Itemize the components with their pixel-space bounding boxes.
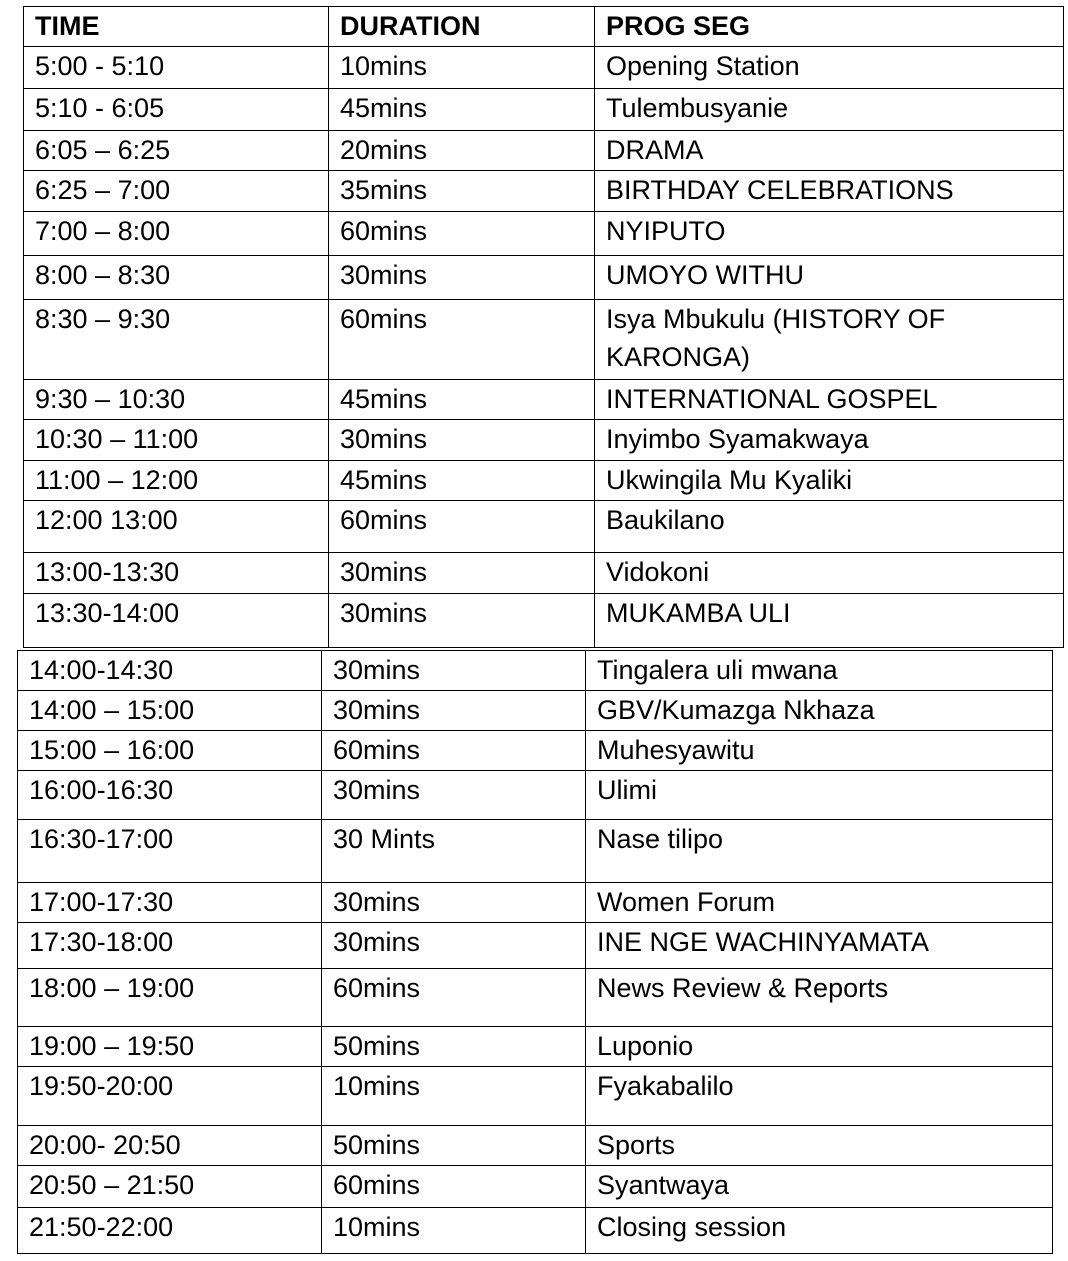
time-cell: 6:05 – 6:25 bbox=[24, 131, 329, 171]
segment-cell: Tingalera uli mwana bbox=[586, 651, 1053, 691]
time-cell: 7:00 – 8:00 bbox=[24, 212, 329, 256]
time-cell: 17:30-18:00 bbox=[18, 923, 322, 969]
segment-cell: Opening Station bbox=[595, 47, 1064, 89]
table-row bbox=[18, 731, 1053, 771]
table-row bbox=[18, 1067, 1053, 1126]
segment-cell: Women Forum bbox=[586, 883, 1053, 923]
table-row bbox=[18, 651, 1053, 691]
time-cell: 8:00 – 8:30 bbox=[24, 256, 329, 300]
duration-cell: 50mins bbox=[322, 1126, 586, 1166]
table-row bbox=[18, 1126, 1053, 1166]
duration-cell: 10mins bbox=[322, 1067, 586, 1126]
schedule-table-morning bbox=[23, 6, 1064, 648]
segment-cell: Sports bbox=[586, 1126, 1053, 1166]
segment-cell: Tulembusyanie bbox=[595, 89, 1064, 131]
segment-cell: Baukilano bbox=[595, 501, 1064, 553]
duration-cell: 20mins bbox=[329, 131, 595, 171]
segment-cell: Isya Mbukulu (HISTORY OF KARONGA) bbox=[595, 300, 1064, 380]
segment-cell: Inyimbo Syamakwaya bbox=[595, 420, 1064, 461]
duration-cell: 60mins bbox=[322, 969, 586, 1027]
duration-cell: 10mins bbox=[329, 47, 595, 89]
table-row bbox=[18, 1208, 1053, 1254]
segment-cell: Luponio bbox=[586, 1027, 1053, 1067]
table-row bbox=[18, 883, 1053, 923]
duration-cell: 45mins bbox=[329, 89, 595, 131]
time-cell: 20:00- 20:50 bbox=[18, 1126, 322, 1166]
segment-cell: Vidokoni bbox=[595, 553, 1064, 594]
table-row bbox=[18, 1166, 1053, 1208]
time-cell: 14:00-14:30 bbox=[18, 651, 322, 691]
table-row bbox=[24, 420, 1064, 461]
table-row bbox=[24, 461, 1064, 501]
duration-cell: 30mins bbox=[322, 883, 586, 923]
time-cell: 18:00 – 19:00 bbox=[18, 969, 322, 1027]
time-cell: 11:00 – 12:00 bbox=[24, 461, 329, 501]
segment-cell: Syantwaya bbox=[586, 1166, 1053, 1208]
schedule-table-afternoon bbox=[17, 650, 1053, 1254]
header-time: TIME bbox=[24, 7, 329, 47]
table-row bbox=[24, 212, 1064, 256]
duration-cell: 30mins bbox=[322, 923, 586, 969]
duration-cell: 30mins bbox=[322, 651, 586, 691]
time-cell: 6:25 – 7:00 bbox=[24, 171, 329, 212]
table-row bbox=[24, 501, 1064, 553]
duration-cell: 10mins bbox=[322, 1208, 586, 1254]
segment-cell: Ukwingila Mu Kyaliki bbox=[595, 461, 1064, 501]
segment-cell: INE NGE WACHINYAMATA bbox=[586, 923, 1053, 969]
table-row bbox=[24, 171, 1064, 212]
duration-cell: 30mins bbox=[322, 771, 586, 820]
segment-cell: MUKAMBA ULI bbox=[595, 594, 1064, 648]
duration-cell: 35mins bbox=[329, 171, 595, 212]
duration-cell: 60mins bbox=[329, 300, 595, 380]
segment-cell: GBV/Kumazga Nkhaza bbox=[586, 691, 1053, 731]
table-row bbox=[24, 300, 1064, 380]
duration-cell: 45mins bbox=[329, 461, 595, 501]
time-cell: 9:30 – 10:30 bbox=[24, 380, 329, 420]
table-row bbox=[18, 691, 1053, 731]
segment-cell: News Review & Reports bbox=[586, 969, 1053, 1027]
table-row bbox=[24, 47, 1064, 89]
time-cell: 19:00 – 19:50 bbox=[18, 1027, 322, 1067]
segment-cell: BIRTHDAY CELEBRATIONS bbox=[595, 171, 1064, 212]
table-row bbox=[18, 820, 1053, 883]
segment-cell: INTERNATIONAL GOSPEL bbox=[595, 380, 1064, 420]
duration-cell: 30mins bbox=[329, 256, 595, 300]
segment-cell: Fyakabalilo bbox=[586, 1067, 1053, 1126]
duration-cell: 60mins bbox=[329, 212, 595, 256]
segment-cell: NYIPUTO bbox=[595, 212, 1064, 256]
duration-cell: 30mins bbox=[329, 420, 595, 461]
segment-cell: Closing session bbox=[586, 1208, 1053, 1254]
time-cell: 16:30-17:00 bbox=[18, 820, 322, 883]
table-row bbox=[24, 380, 1064, 420]
segment-cell: Ulimi bbox=[586, 771, 1053, 820]
segment-cell: Muhesyawitu bbox=[586, 731, 1053, 771]
segment-cell: UMOYO WITHU bbox=[595, 256, 1064, 300]
duration-cell: 45mins bbox=[329, 380, 595, 420]
header-duration: DURATION bbox=[329, 7, 595, 47]
header-row bbox=[24, 7, 1064, 47]
header-segment: PROG SEG bbox=[595, 7, 1064, 47]
time-cell: 13:00-13:30 bbox=[24, 553, 329, 594]
table-row bbox=[24, 89, 1064, 131]
duration-cell: 60mins bbox=[322, 1166, 586, 1208]
segment-cell: DRAMA bbox=[595, 131, 1064, 171]
time-cell: 16:00-16:30 bbox=[18, 771, 322, 820]
table-row bbox=[24, 594, 1064, 648]
time-cell: 8:30 – 9:30 bbox=[24, 300, 329, 380]
duration-cell: 60mins bbox=[329, 501, 595, 553]
time-cell: 5:10 - 6:05 bbox=[24, 89, 329, 131]
table-row bbox=[24, 553, 1064, 594]
time-cell: 21:50-22:00 bbox=[18, 1208, 322, 1254]
table-row bbox=[18, 923, 1053, 969]
duration-cell: 30 Mints bbox=[322, 820, 586, 883]
time-cell: 5:00 - 5:10 bbox=[24, 47, 329, 89]
duration-cell: 50mins bbox=[322, 1027, 586, 1067]
time-cell: 15:00 – 16:00 bbox=[18, 731, 322, 771]
segment-cell: Nase tilipo bbox=[586, 820, 1053, 883]
duration-cell: 30mins bbox=[329, 553, 595, 594]
time-cell: 19:50-20:00 bbox=[18, 1067, 322, 1126]
time-cell: 20:50 – 21:50 bbox=[18, 1166, 322, 1208]
time-cell: 13:30-14:00 bbox=[24, 594, 329, 648]
duration-cell: 60mins bbox=[322, 731, 586, 771]
table-row bbox=[24, 256, 1064, 300]
duration-cell: 30mins bbox=[329, 594, 595, 648]
table-row bbox=[18, 1027, 1053, 1067]
table-row bbox=[18, 771, 1053, 820]
table-row bbox=[24, 131, 1064, 171]
duration-cell: 30mins bbox=[322, 691, 586, 731]
time-cell: 17:00-17:30 bbox=[18, 883, 322, 923]
time-cell: 12:00 13:00 bbox=[24, 501, 329, 553]
time-cell: 10:30 – 11:00 bbox=[24, 420, 329, 461]
table-row bbox=[18, 969, 1053, 1027]
time-cell: 14:00 – 15:00 bbox=[18, 691, 322, 731]
